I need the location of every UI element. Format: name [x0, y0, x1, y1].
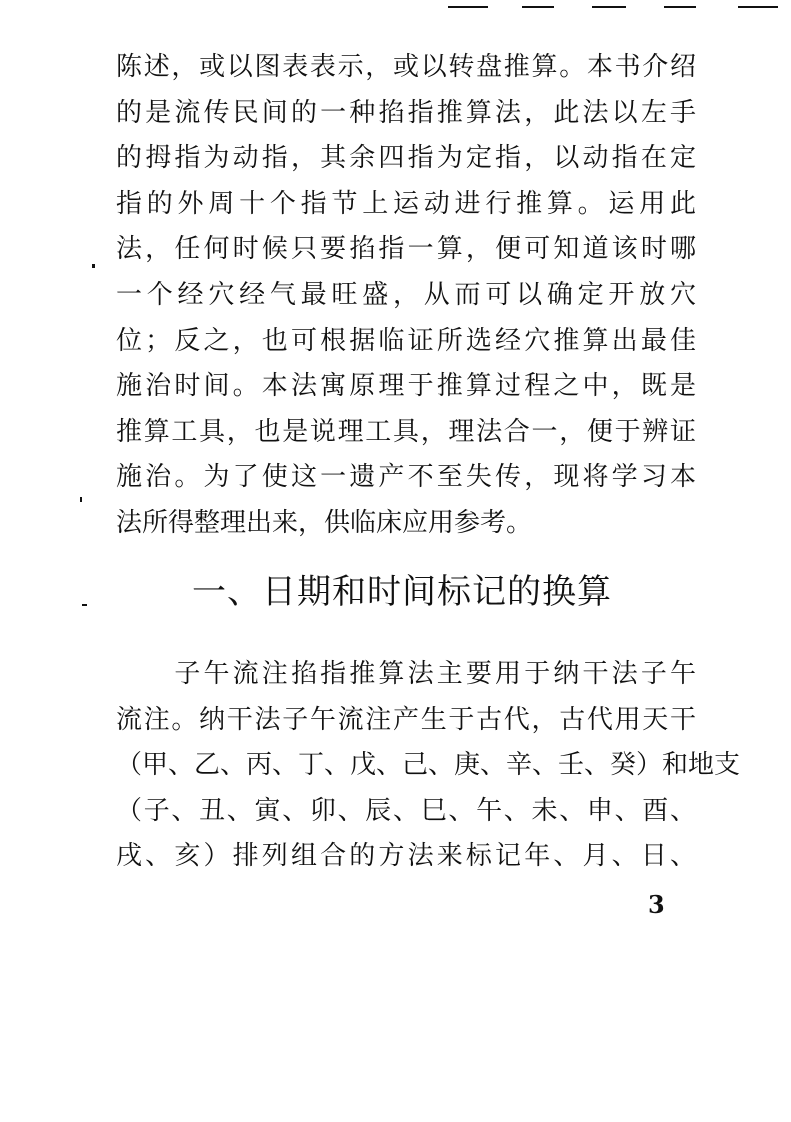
text-line: （甲、乙、丙、丁、戊、己、庚、辛、壬、癸）和地支 [116, 750, 741, 780]
page-number: 3 [648, 890, 665, 919]
text-line: 施治。为了使这一遗产不至失传，现将学习本 [116, 462, 696, 493]
text-line: 位；反之，也可根据临证所选经穴推算出最佳 [116, 325, 696, 356]
text-line: 流注。纳干法子午流注产生于古代，古代用天干 [116, 704, 696, 735]
text-line: 一个经穴经气最旺盛，从而可以确定开放穴 [116, 279, 696, 310]
intro-paragraph [116, 45, 696, 547]
top-border-mark [592, 6, 626, 8]
section-heading: 一、日期和时间标记的换算 [192, 572, 612, 612]
scan-speck [80, 497, 82, 502]
top-border-mark [664, 6, 696, 8]
scan-speck [82, 604, 87, 606]
text-line: 推算工具，也是说理工具，理法合一，便于辨证 [116, 416, 696, 447]
text-line: 子午流注掐指推算法主要用于纳干法子午 [116, 659, 696, 689]
top-border-mark [738, 6, 778, 8]
text-line: 指的外周十个指节上运动进行推算。运用此 [116, 188, 696, 219]
top-border-mark [522, 6, 554, 8]
text-line: 施治时间。本法寓原理于推算过程之中，既是 [116, 371, 696, 402]
section-paragraph [116, 652, 741, 880]
text-line: 法，任何时候只要掐指一算，便可知道该时哪 [116, 234, 696, 265]
text-line: 戌、亥）排列组合的方法来标记年、月、日、 [116, 841, 696, 871]
text-line: （子、丑、寅、卯、辰、巳、午、未、申、酉、 [116, 795, 696, 826]
text-line: 陈述，或以图表表示，或以转盘推算。本书介绍 [116, 52, 696, 82]
text-line: 的是流传民间的一种掐指推算法，此法以左手 [116, 97, 696, 128]
text-line: 的拇指为动指，其余四指为定指，以动指在定 [116, 143, 696, 174]
text-line: 法所得整理出来，供临床应用参考。 [116, 507, 533, 538]
scan-speck [92, 264, 95, 268]
top-border-mark [448, 6, 488, 8]
